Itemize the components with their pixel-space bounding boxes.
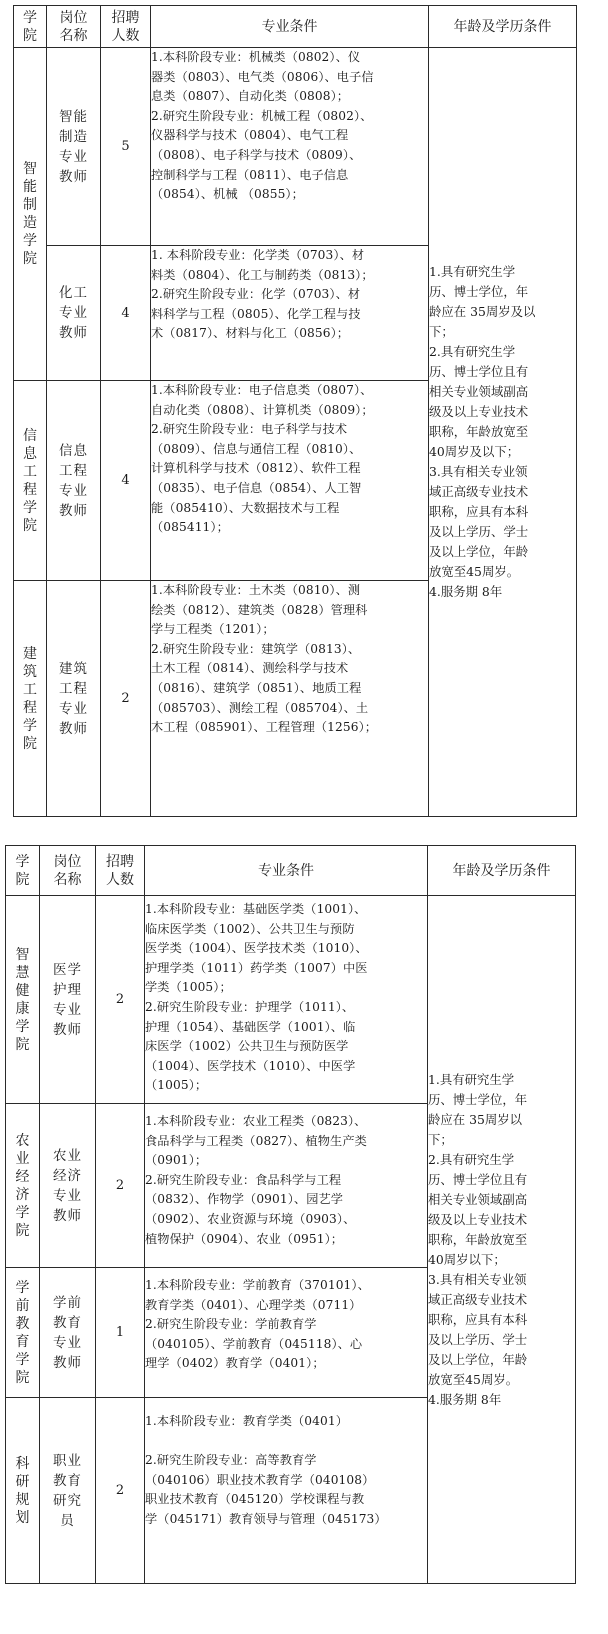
recruit-count: 2 <box>101 581 151 817</box>
header-age: 年龄及学历条件 <box>428 846 576 896</box>
recruit-count: 2 <box>96 1104 145 1268</box>
header-row <box>14 6 577 48</box>
recruit-count: 1 <box>96 1268 145 1398</box>
position-cell: 信息 工程 专业 教师 <box>47 381 101 581</box>
age-education-conditions: 1.具有研究生学 历、博士学位，年 龄应在 35周岁及以 下； 2.具有研究生学 历、博士学位且有 相关专业领域副高 级及以上专业技术 职称，年龄放宽至 40周岁及以下； 3.具有相关专业领 域正高级专业技术 职称，应具有本科 及以上学历、学士 及以上学位，年龄 放宽至45周岁。 4.服务期 8年 <box>429 48 577 817</box>
recruitment-table-2 <box>5 845 576 1584</box>
table-row <box>6 896 576 1104</box>
recruit-count: 2 <box>96 896 145 1104</box>
college-cell: 建 筑 工 程 学 院 <box>14 581 47 817</box>
position-cell: 医学 护理 专业 教师 <box>40 896 96 1104</box>
age-education-conditions: 1.具有研究生学 历、博士学位，年 龄应在 35周岁以 下； 2.具有研究生学 历、博士学位且有 相关专业领域副高 级及以上专业技术 职称，年龄放宽至 40周岁以下； 3.具有相关专业领 域正高级专业技术 职称，应具有本科 及以上学历、学士 及以上学位，年龄 放宽至45周岁。 4.服务期 8年 <box>428 896 576 1584</box>
header-recruit-count: 招聘 人数 <box>101 6 151 48</box>
position-cell: 化工 专业 教师 <box>47 246 101 381</box>
major-conditions: 1.本科阶段专业：农业工程类（0823）、 食品科学与工程类（0827）、植物生产类 （0901）； 2.研究生阶段专业：食品科学与工程 （0832）、作物学（0901）、园艺学 （0902）、农业资源与环境（0903）、 植物保护（0904）、农业（0951）； <box>145 1104 428 1268</box>
header-major: 专业条件 <box>145 846 428 896</box>
recruitment-table-1 <box>13 5 577 817</box>
major-conditions: 1.本科阶段专业：基础医学类（1001）、 临床医学类（1002）、公共卫生与预防 医学类（1004）、医学技术类（1010）、 护理学类（1011）药学类（1007）中医 学类（1005）； 2.研究生阶段专业：护理学（1011）、 护理（1054）、基础医学（1001）、临 床医学（1002）公共卫生与预防医学 （1004）、医学技术（1010）、中医学 （1005）； <box>145 896 428 1104</box>
header-position: 岗位 名称 <box>47 6 101 48</box>
major-conditions: 1. 本科阶段专业：化学类（0703）、材 料类（0804）、化工与制药类（0813）； 2.研究生阶段专业：化学（0703）、材 料科学与工程（0805）、化学工程与技 术（0817）、材料与化工（0856）； <box>151 246 429 381</box>
position-cell: 学前 教育 专业 教师 <box>40 1268 96 1398</box>
college-cell: 农 业 经 济 学 院 <box>6 1104 40 1268</box>
major-conditions: 1.本科阶段专业：机械类（0802）、仪 器类（0803）、电气类（0806）、电子信 息类（0807）、自动化类（0808）； 2.研究生阶段专业：机械工程（0802）、 仪器科学与技术（0804）、电气工程 （0808）、电子科学与技术（0809）、 控制科学与工程（0811）、电子信息 （0854）、机械 （0855）； <box>151 48 429 246</box>
header-college: 学 院 <box>6 846 40 896</box>
header-recruit-count: 招聘 人数 <box>96 846 145 896</box>
major-conditions: 1.本科阶段专业：土木类（0810）、测 绘类（0812）、建筑类（0828）管理科 学与工程类（1201）； 2.研究生阶段专业：建筑学（0813）、 土木工程（0814）、测绘科学与技术 （0816）、建筑学（0851）、地质工程 （085703）、测绘工程（085704）、土 木工程（085901）、工程管理（1256）； <box>151 581 429 817</box>
header-row <box>6 846 576 896</box>
major-conditions: 1.本科阶段专业：学前教育（370101）、 教育学类（0401）、心理学类（0711） 2.研究生阶段专业：学前教育学 （040105）、学前教育（045118）、心 理学（0402）教育学（0401）； <box>145 1268 428 1398</box>
header-college: 学 院 <box>14 6 47 48</box>
position-cell: 农业 经济 专业 教师 <box>40 1104 96 1268</box>
recruit-count: 5 <box>101 48 151 246</box>
major-conditions: 1.本科阶段专业：教育学类（0401） 2.研究生阶段专业：高等教育学 （040106）职业技术教育学（040108） 职业技术教育（045120）学校课程与教 学（045171）教育领导与管理（045173） <box>145 1398 428 1584</box>
major-conditions: 1.本科阶段专业：电子信息类（0807）、 自动化类（0808）、计算机类（0809）； 2.研究生阶段专业：电子科学与技术 （0809）、信息与通信工程（0810）、 计算机科学与技术（0812）、软件工程 （0835）、电子信息（0854）、人工智 能（085410）、大数据技术与工程 （085411）； <box>151 381 429 581</box>
table-row <box>14 48 577 246</box>
college-cell: 科 研 规 划 <box>6 1398 40 1584</box>
college-cell: 信 息 工 程 学 院 <box>14 381 47 581</box>
recruit-count: 4 <box>101 381 151 581</box>
college-cell: 学 前 教 育 学 院 <box>6 1268 40 1398</box>
position-cell: 智能 制造 专业 教师 <box>47 48 101 246</box>
header-position: 岗位 名称 <box>40 846 96 896</box>
college-cell: 智 能 制 造 学 院 <box>14 48 47 381</box>
position-cell: 建筑 工程 专业 教师 <box>47 581 101 817</box>
header-age: 年龄及学历条件 <box>429 6 577 48</box>
recruit-count: 2 <box>96 1398 145 1584</box>
recruit-count: 4 <box>101 246 151 381</box>
college-cell: 智 慧 健 康 学 院 <box>6 896 40 1104</box>
position-cell: 职业 教育 研究 员 <box>40 1398 96 1584</box>
header-major: 专业条件 <box>151 6 429 48</box>
